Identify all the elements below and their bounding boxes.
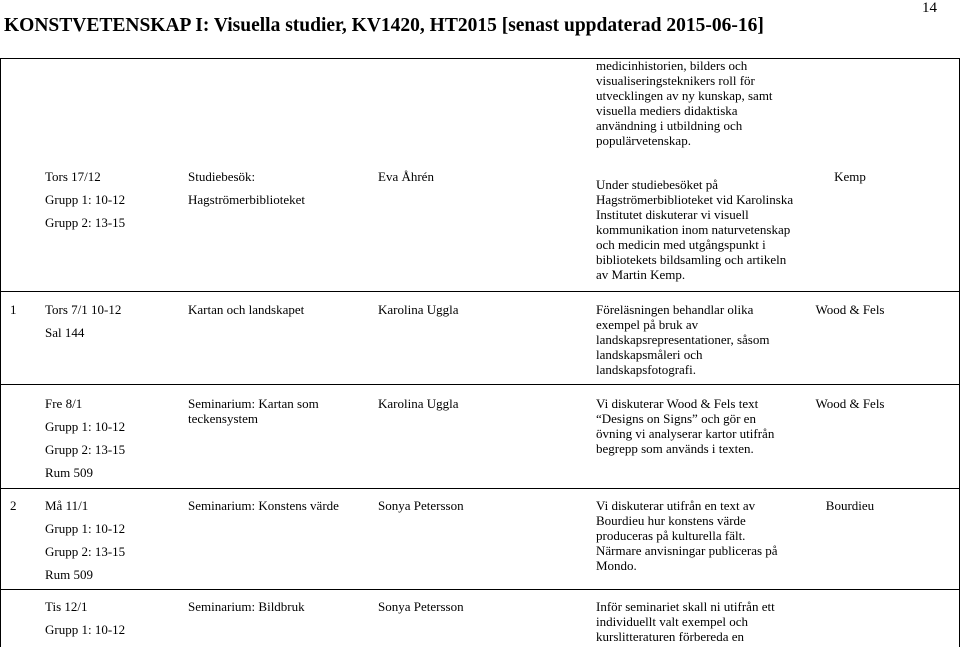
week-number: 2 (10, 498, 17, 513)
literature-cell: Bourdieu (825, 498, 875, 513)
activity-cell: Studiebesök: Hagströmerbiblioteket (188, 169, 305, 207)
teacher-cell: Karolina Uggla (378, 302, 459, 317)
date-cell: Tors 7/1 10-12 Sal 144 (45, 302, 122, 340)
description-cell: Under studiebesöket på Hagströmerbiblioteket vid Karolinska Institutet diskuterar vi visuell kommunikation inom naturvetenskap och medicin med utgångspunkt i bibliotekets bildsamling och artikeln av Martin Kemp. (596, 177, 794, 282)
description-cell: medicinhistorien, bilders och visualiseringsteknikers roll för utvecklingen av ny kunskap, samt visuella mediers didaktiska användning i utbildning och populärvetenskap. (596, 58, 773, 148)
page-number: 14 (922, 0, 937, 16)
description-cell: Föreläsningen behandlar olika exempel på bruk av landskapsrepresentationer, såsom landskapsmåleri och landskapsfotografi. (596, 302, 770, 377)
document-title: KONSTVETENSKAP I: Visuella studier, KV1420, HT2015 [senast uppdaterad 2015-06-16] (4, 15, 764, 36)
description-cell: Vi diskuterar Wood & Fels text “Designs on Signs” och gör en övning vi analyserar kartor utifrån begrepp som används i texten. (596, 396, 775, 456)
teacher-cell: Sonya Petersson (378, 599, 464, 614)
date-cell: Må 11/1 Grupp 1: 10-12 Grupp 2: 13-15 Rum 509 (45, 498, 126, 582)
literature-cell: Wood & Fels (815, 302, 885, 317)
activity-cell: Kartan och landskapet (188, 302, 305, 317)
week-number: 1 (10, 302, 17, 317)
description-cell: Vi diskuterar utifrån en text av Bourdieu hur konstens värde produceras på kulturella fält. Närmare anvisningar publiceras på Mondo. (596, 498, 778, 573)
activity-cell: Seminarium: Konstens värde (188, 498, 339, 513)
literature-cell: Wood & Fels (815, 396, 885, 411)
activity-cell: Seminarium: Kartan som teckensystem (188, 396, 319, 426)
activity-cell: Seminarium: Bildbruk (188, 599, 305, 614)
row-divider (0, 384, 960, 385)
row-divider (0, 488, 960, 489)
teacher-cell: Sonya Petersson (378, 498, 464, 513)
date-cell: Tis 12/1 Grupp 1: 10-12 (45, 599, 126, 637)
schedule-table (0, 58, 960, 647)
table-border-left (0, 58, 1, 647)
date-cell: Fre 8/1 Grupp 1: 10-12 Grupp 2: 13-15 Rum 509 (45, 396, 126, 480)
teacher-cell: Karolina Uggla (378, 396, 459, 411)
row-divider (0, 589, 960, 590)
description-cell: Inför seminariet skall ni utifrån ett individuellt valt exempel och kurslitteraturen förbereda en (596, 599, 775, 644)
literature-cell: Kemp (834, 169, 866, 184)
date-cell: Tors 17/12 Grupp 1: 10-12 Grupp 2: 13-15 (45, 169, 126, 230)
teacher-cell: Eva Åhrén (378, 169, 434, 184)
row-divider (0, 291, 960, 292)
